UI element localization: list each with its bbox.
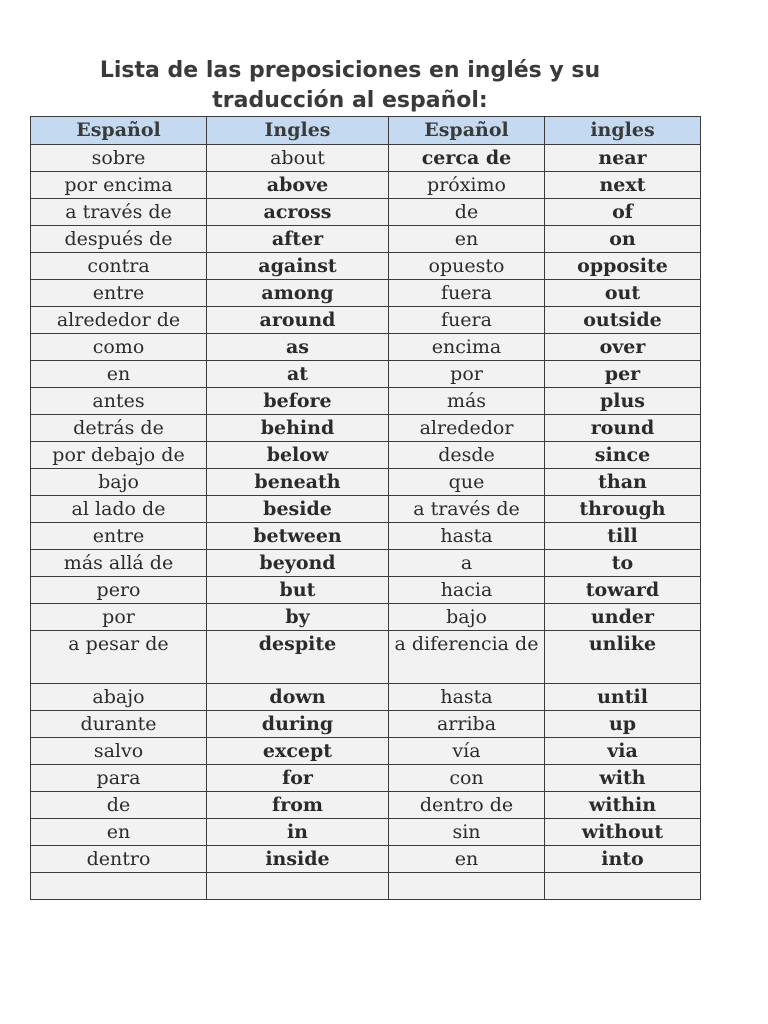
table-row (31, 873, 701, 900)
cell-english: inside (207, 846, 389, 873)
cell-english: among (207, 280, 389, 307)
cell-spanish: detrás de (31, 415, 207, 442)
table-header-row (31, 117, 701, 145)
cell-spanish (389, 873, 545, 900)
cell-spanish: desde (389, 442, 545, 469)
table-row (31, 415, 701, 442)
cell-spanish: a través de (389, 496, 545, 523)
cell-spanish: entre (31, 280, 207, 307)
cell-english: down (207, 684, 389, 711)
cell-english: into (545, 846, 701, 873)
table-row (31, 226, 701, 253)
table-row (31, 792, 701, 819)
cell-english: for (207, 765, 389, 792)
cell-spanish: por (389, 361, 545, 388)
cell-english: till (545, 523, 701, 550)
cell-english: unlike (545, 631, 701, 684)
cell-english: on (545, 226, 701, 253)
cell-spanish: bajo (389, 604, 545, 631)
cell-spanish: que (389, 469, 545, 496)
cell-spanish: encima (389, 334, 545, 361)
cell-english: despite (207, 631, 389, 684)
table-row (31, 550, 701, 577)
cell-spanish: fuera (389, 280, 545, 307)
cell-english: per (545, 361, 701, 388)
cell-spanish: por (31, 604, 207, 631)
cell-spanish: en (31, 361, 207, 388)
table-row (31, 199, 701, 226)
cell-spanish: abajo (31, 684, 207, 711)
cell-english: out (545, 280, 701, 307)
cell-english: between (207, 523, 389, 550)
table-row (31, 846, 701, 873)
cell-spanish: de (31, 792, 207, 819)
cell-english: around (207, 307, 389, 334)
cell-spanish: en (389, 846, 545, 873)
cell-english: over (545, 334, 701, 361)
cell-english: beside (207, 496, 389, 523)
cell-spanish: dentro (31, 846, 207, 873)
cell-spanish: alrededor de (31, 307, 207, 334)
cell-english: about (207, 145, 389, 172)
cell-english: since (545, 442, 701, 469)
cell-english: across (207, 199, 389, 226)
table-row (31, 523, 701, 550)
cell-spanish: durante (31, 711, 207, 738)
cell-spanish: para (31, 765, 207, 792)
cell-english: except (207, 738, 389, 765)
cell-english: as (207, 334, 389, 361)
cell-spanish: opuesto (389, 253, 545, 280)
table-row (31, 496, 701, 523)
table-row (31, 361, 701, 388)
cell-english: until (545, 684, 701, 711)
header-espanol-1: Español (31, 117, 207, 145)
cell-spanish: en (389, 226, 545, 253)
cell-english (545, 873, 701, 900)
cell-spanish (31, 873, 207, 900)
table-row (31, 469, 701, 496)
table-row (31, 334, 701, 361)
cell-spanish: hasta (389, 523, 545, 550)
cell-english: after (207, 226, 389, 253)
cell-english: plus (545, 388, 701, 415)
header-espanol-2: Español (389, 117, 545, 145)
cell-spanish: a pesar de (31, 631, 207, 684)
table-row (31, 765, 701, 792)
cell-english: up (545, 711, 701, 738)
cell-english: but (207, 577, 389, 604)
cell-english: beyond (207, 550, 389, 577)
cell-spanish: salvo (31, 738, 207, 765)
table-row (31, 253, 701, 280)
table-row (31, 577, 701, 604)
cell-spanish: cerca de (389, 145, 545, 172)
cell-english: round (545, 415, 701, 442)
table-row (31, 388, 701, 415)
cell-english: with (545, 765, 701, 792)
cell-english: at (207, 361, 389, 388)
cell-spanish: al lado de (31, 496, 207, 523)
cell-english: beneath (207, 469, 389, 496)
cell-english: to (545, 550, 701, 577)
cell-spanish: por encima (31, 172, 207, 199)
cell-spanish: de (389, 199, 545, 226)
table-row (31, 604, 701, 631)
cell-english: near (545, 145, 701, 172)
cell-english: by (207, 604, 389, 631)
cell-spanish: sin (389, 819, 545, 846)
cell-spanish: arriba (389, 711, 545, 738)
table-row (31, 684, 701, 711)
cell-spanish: a (389, 550, 545, 577)
cell-spanish: próximo (389, 172, 545, 199)
table-row (31, 307, 701, 334)
header-ingles-1: Ingles (207, 117, 389, 145)
cell-english: below (207, 442, 389, 469)
cell-spanish: hacia (389, 577, 545, 604)
cell-spanish: a través de (31, 199, 207, 226)
table-row (31, 280, 701, 307)
cell-english: via (545, 738, 701, 765)
cell-english: without (545, 819, 701, 846)
cell-spanish: sobre (31, 145, 207, 172)
cell-english: toward (545, 577, 701, 604)
cell-spanish: más allá de (31, 550, 207, 577)
cell-english: against (207, 253, 389, 280)
page-title: Lista de las preposiciones en inglés y su traducción al español: (99, 58, 601, 113)
cell-english: than (545, 469, 701, 496)
cell-spanish: fuera (389, 307, 545, 334)
cell-spanish: con (389, 765, 545, 792)
cell-spanish: entre (31, 523, 207, 550)
table-body (31, 145, 701, 900)
cell-english: before (207, 388, 389, 415)
cell-spanish: pero (31, 577, 207, 604)
cell-spanish: alrededor (389, 415, 545, 442)
cell-english (207, 873, 389, 900)
table-row (31, 711, 701, 738)
cell-english: under (545, 604, 701, 631)
cell-spanish: antes (31, 388, 207, 415)
header-ingles-2: ingles (545, 117, 701, 145)
cell-english: from (207, 792, 389, 819)
table-row (31, 738, 701, 765)
cell-english: within (545, 792, 701, 819)
table-row (31, 442, 701, 469)
cell-spanish: a diferencia de (389, 631, 545, 684)
cell-english: outside (545, 307, 701, 334)
cell-english: behind (207, 415, 389, 442)
table-row (31, 145, 701, 172)
cell-english: above (207, 172, 389, 199)
cell-english: next (545, 172, 701, 199)
cell-english: during (207, 711, 389, 738)
cell-spanish: después de (31, 226, 207, 253)
table-row (31, 819, 701, 846)
cell-english: through (545, 496, 701, 523)
cell-spanish: hasta (389, 684, 545, 711)
prepositions-table (30, 116, 701, 900)
cell-spanish: como (31, 334, 207, 361)
table-row (31, 172, 701, 199)
cell-spanish: dentro de (389, 792, 545, 819)
cell-spanish: en (31, 819, 207, 846)
cell-english: in (207, 819, 389, 846)
cell-spanish: más (389, 388, 545, 415)
table-row (31, 631, 701, 684)
cell-spanish: bajo (31, 469, 207, 496)
cell-english: opposite (545, 253, 701, 280)
cell-spanish: vía (389, 738, 545, 765)
cell-english: of (545, 199, 701, 226)
cell-spanish: por debajo de (31, 442, 207, 469)
cell-spanish: contra (31, 253, 207, 280)
